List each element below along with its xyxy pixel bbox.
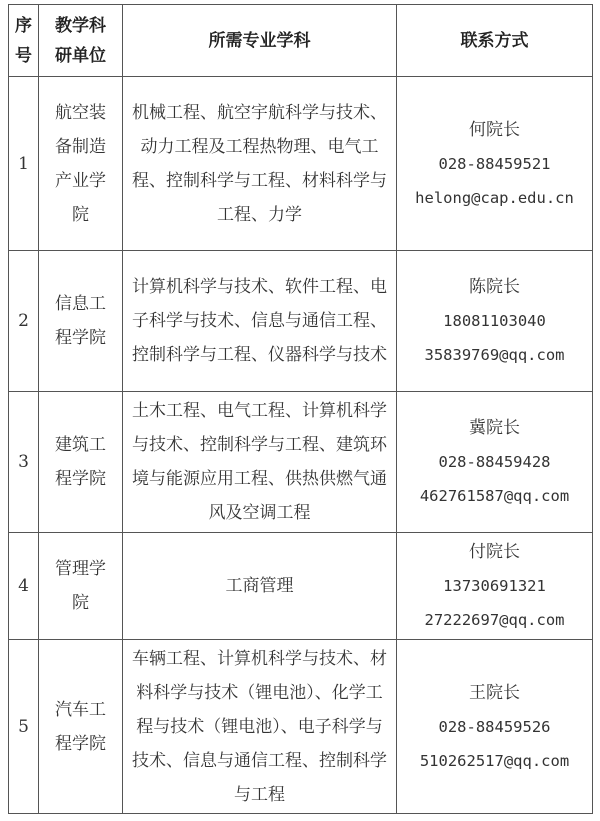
dept-name: 汽车工程学院 xyxy=(39,640,123,814)
contact-phone: 028-88459526 xyxy=(438,717,551,736)
contact-email[interactable]: 35839769@qq.com xyxy=(424,346,565,364)
contact-phone: 028-88459521 xyxy=(438,154,551,173)
required-majors: 机械工程、航空宇航科学与技术、动力工程及工程热物理、电气工程、控制科学与工程、材料科学与工程、力学 xyxy=(123,77,397,251)
contact-phone: 13730691321 xyxy=(443,577,546,595)
contact-cell xyxy=(397,392,593,533)
row-number: 3 xyxy=(9,392,39,533)
required-majors: 计算机科学与技术、软件工程、电子科学与技术、信息与通信工程、控制科学与工程、仪器科学与技术 xyxy=(123,251,397,392)
row-number: 4 xyxy=(9,533,39,640)
header-no: 序号 xyxy=(9,5,39,77)
contact-name: 何院长 xyxy=(469,119,520,140)
contact-name: 冀院长 xyxy=(469,418,520,438)
recruitment-table xyxy=(8,4,593,814)
contact-phone: 028-88459428 xyxy=(438,453,551,471)
contact-email[interactable]: 462761587@qq.com xyxy=(419,487,570,505)
table-row xyxy=(9,392,593,533)
contact-cell xyxy=(397,251,593,392)
row-number: 5 xyxy=(9,640,39,814)
contact-name: 陈院长 xyxy=(469,277,520,297)
dept-name: 管理学院 xyxy=(39,533,123,640)
header-majors: 所需专业学科 xyxy=(123,5,397,77)
contact-name: 付院长 xyxy=(469,542,520,562)
row-number: 2 xyxy=(9,251,39,392)
dept-name: 建筑工程学院 xyxy=(39,392,123,533)
header-contact: 联系方式 xyxy=(397,5,593,77)
table-row xyxy=(9,77,593,251)
row-number: 1 xyxy=(9,77,39,251)
contact-cell xyxy=(397,533,593,640)
contact-phone: 18081103040 xyxy=(443,312,546,330)
table-row xyxy=(9,251,593,392)
contact-cell xyxy=(397,640,593,814)
contact-email[interactable]: 27222697@qq.com xyxy=(424,611,565,629)
required-majors: 土木工程、电气工程、计算机科学与技术、控制科学与工程、建筑环境与能源应用工程、供热供燃气通风及空调工程 xyxy=(123,392,397,533)
table-row xyxy=(9,533,593,640)
contact-cell xyxy=(397,77,593,251)
contact-name: 王院长 xyxy=(469,682,520,703)
contact-email[interactable]: helong@cap.edu.cn xyxy=(415,188,574,207)
table-header-row xyxy=(9,5,593,77)
required-majors: 工商管理 xyxy=(123,533,397,640)
contact-email[interactable]: 510262517@qq.com xyxy=(419,751,570,770)
dept-name: 航空装备制造产业学院 xyxy=(39,77,123,251)
required-majors: 车辆工程、计算机科学与技术、材料科学与技术（锂电池）、化学工程与技术（锂电池）、电子科学与技术、信息与通信工程、控制科学与工程 xyxy=(123,640,397,814)
table-row xyxy=(9,640,593,814)
header-dept: 教学科研单位 xyxy=(39,5,123,77)
dept-name: 信息工程学院 xyxy=(39,251,123,392)
